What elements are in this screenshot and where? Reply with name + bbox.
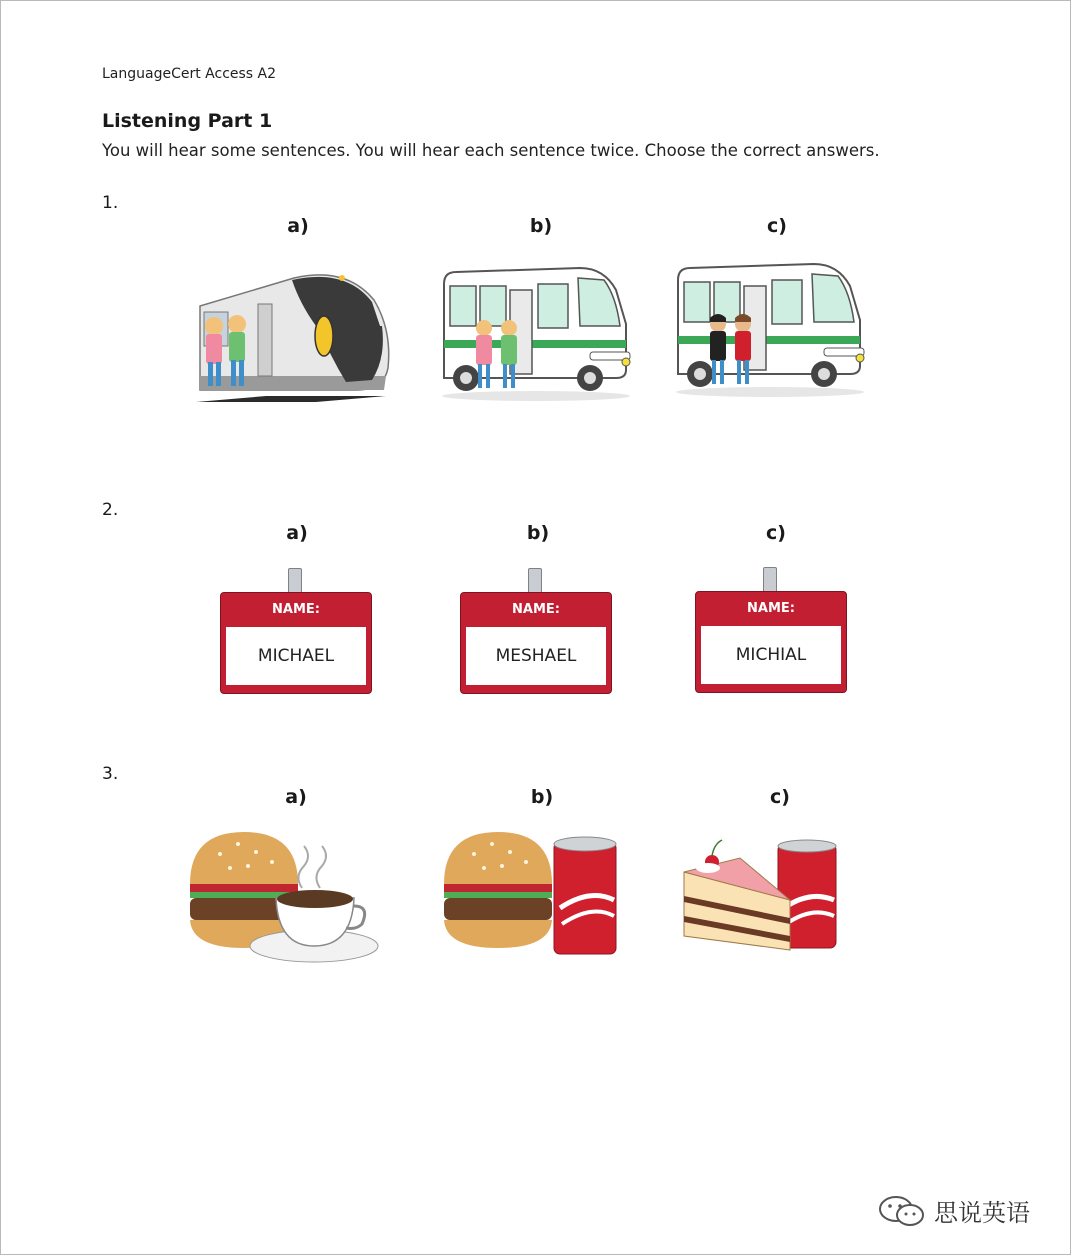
question-3-number: 3. — [102, 764, 119, 784]
train-with-two-girls-icon[interactable] — [196, 264, 396, 406]
question-3-option-a-label[interactable]: a) — [285, 786, 307, 808]
bus-with-two-boys-icon[interactable] — [674, 262, 868, 398]
question-2-option-c-label[interactable]: c) — [766, 522, 786, 544]
cake-and-soda-can-icon[interactable] — [680, 838, 840, 954]
badge-name-box — [466, 627, 606, 685]
burger-and-soda-can-icon[interactable] — [440, 828, 620, 958]
badge-name: MESHAEL — [495, 646, 577, 666]
badge-label: NAME: — [747, 601, 795, 616]
question-1-option-c-label[interactable]: c) — [767, 215, 787, 237]
badge-name-box — [701, 626, 841, 684]
exam-name: LanguageCert Access A2 — [102, 66, 277, 82]
badge-label: NAME: — [512, 602, 560, 617]
question-1-option-a-label[interactable]: a) — [287, 215, 309, 237]
badge-label: NAME: — [272, 602, 320, 617]
instructions: You will hear some sentences. You will hear each sentence twice. Choose the correct answers. — [102, 141, 880, 160]
wechat-icon — [878, 1195, 926, 1227]
section-title: Listening Part 1 — [102, 110, 273, 132]
badge-card — [460, 592, 612, 694]
badge-name: MICHIAL — [735, 645, 807, 665]
question-2-number: 2. — [102, 500, 119, 520]
burger-and-coffee-icon[interactable] — [186, 828, 382, 968]
watermark — [878, 1193, 1030, 1228]
badge-card — [220, 592, 372, 694]
name-badge-michael[interactable] — [220, 592, 372, 694]
name-badge-meshael[interactable] — [460, 592, 612, 694]
badge-name-box — [226, 627, 366, 685]
question-1-number: 1. — [102, 193, 119, 213]
question-3-option-b-label[interactable]: b) — [530, 786, 554, 808]
badge-card — [695, 591, 847, 693]
name-badge-michial[interactable] — [695, 591, 847, 693]
bus-with-two-girls-icon[interactable] — [440, 266, 634, 402]
badge-name: MICHAEL — [257, 646, 335, 666]
question-2-option-b-label[interactable]: b) — [526, 522, 550, 544]
watermark-text: 思说英语 — [934, 1199, 1030, 1227]
question-3-option-c-label[interactable]: c) — [770, 786, 790, 808]
question-2-option-a-label[interactable]: a) — [286, 522, 308, 544]
question-1-option-b-label[interactable]: b) — [529, 215, 553, 237]
